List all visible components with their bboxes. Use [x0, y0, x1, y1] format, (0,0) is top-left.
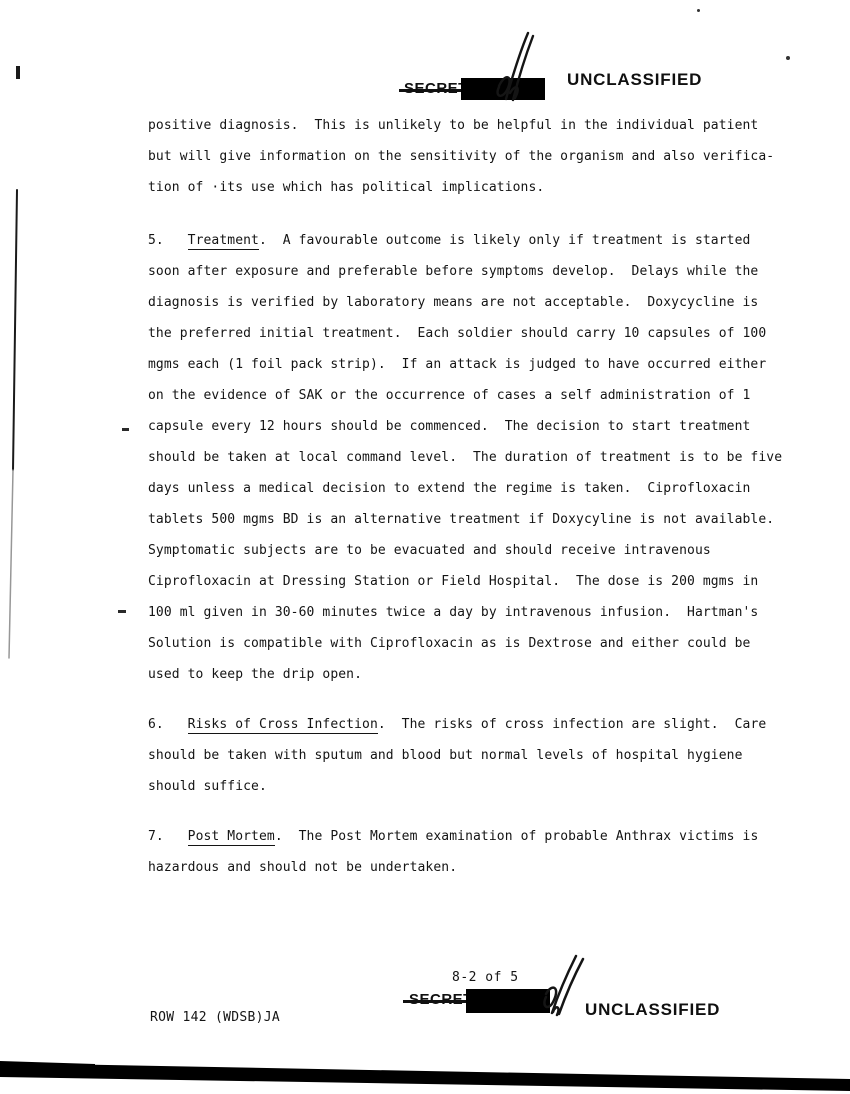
footer-signature-mark: [544, 956, 583, 1015]
margin-dash-mark: [122, 428, 129, 431]
text-line: Solution is compatible with Ciprofloxacin as is Dextrose and either could be: [148, 636, 751, 651]
text-line: Ciprofloxacin at Dressing Station or Field Hospital. The dose is 200 mgms in: [148, 574, 759, 589]
text-line: days unless a medical decision to extend the regime is taken. Ciprofloxacin: [148, 481, 751, 496]
text-line: but will give information on the sensitivity of the organism and also verifica-: [148, 149, 775, 164]
footer-redaction-bar: [466, 989, 550, 1013]
text-line: [148, 225, 818, 256]
text-line: the preferred initial treatment. Each soldier should carry 10 capsules of 100: [148, 326, 767, 341]
paragraph-6: [148, 709, 818, 802]
scan-speck: [786, 56, 790, 60]
paragraph-5: [148, 225, 818, 690]
paragraph-number: 5.: [148, 233, 188, 248]
text-line: on the evidence of SAK or the occurrence of cases a self administration of 1: [148, 388, 751, 403]
text-line: [148, 709, 818, 740]
margin-dash-mark: [118, 610, 126, 613]
text-line: capsule every 12 hours should be commenced. The decision to start treatment: [148, 419, 751, 434]
text-line: [148, 821, 818, 852]
header-unclassified-stamp: UNCLASSIFIED: [567, 70, 703, 89]
paragraph-7: [148, 821, 818, 883]
document-body: [148, 110, 818, 883]
header-secret-strikethrough: [399, 89, 467, 92]
paragraph-first-line-text: . The risks of cross infection are slight. Care: [377, 717, 767, 732]
text-line: soon after exposure and preferable before symptoms develop. Delays while the: [148, 264, 759, 279]
paragraph-first-line-text: . The Post Mortem examination of probable Anthrax victims is: [274, 829, 759, 844]
scan-speck: [697, 9, 700, 12]
paragraph-heading: Treatment: [187, 233, 259, 248]
text-line: tion of ·its use which has political implications.: [148, 180, 545, 195]
left-margin-scan-line: [9, 190, 17, 658]
text-line: positive diagnosis. This is unlikely to be helpful in the individual patient: [148, 118, 759, 133]
paragraph-number: 7.: [148, 829, 188, 844]
document-reference-number: ROW 142 (WDSB)JA: [150, 1010, 281, 1025]
text-line: mgms each (1 foil pack strip). If an attack is judged to have occurred either: [148, 357, 767, 372]
text-line: Symptomatic subjects are to be evacuated and should receive intravenous: [148, 543, 711, 558]
footer-unclassified-stamp: UNCLASSIFIED: [585, 1000, 721, 1019]
footer-secret-strikethrough: [403, 1000, 473, 1003]
intro-paragraph: [148, 110, 818, 203]
page-number-label: 8-2 of 5: [452, 970, 519, 985]
paragraph-number: 6.: [148, 717, 188, 732]
text-line: should be taken at local command level. The duration of treatment is to be five: [148, 450, 783, 465]
text-line: should be taken with sputum and blood but normal levels of hospital hygiene: [148, 748, 743, 763]
text-line: tablets 500 mgms BD is an alternative treatment if Doxycyline is not available.: [148, 512, 775, 527]
text-line: used to keep the drip open.: [148, 667, 363, 682]
margin-tick-mark: [16, 66, 20, 79]
text-line: 100 ml given in 30-60 minutes twice a day by intravenous infusion. Hartman's: [148, 605, 759, 620]
header-redaction-bar: [461, 78, 545, 100]
text-line: diagnosis is verified by laboratory means are not acceptable. Doxycycline is: [148, 295, 759, 310]
text-line: should suffice.: [148, 779, 267, 794]
paragraph-heading: Post Mortem: [187, 829, 275, 844]
bottom-scan-bar: [0, 1061, 850, 1091]
text-line: hazardous and should not be undertaken.: [148, 860, 458, 875]
paragraph-first-line-text: . A favourable outcome is likely only if treatment is started: [258, 233, 751, 248]
paragraph-heading: Risks of Cross Infection: [187, 717, 378, 732]
